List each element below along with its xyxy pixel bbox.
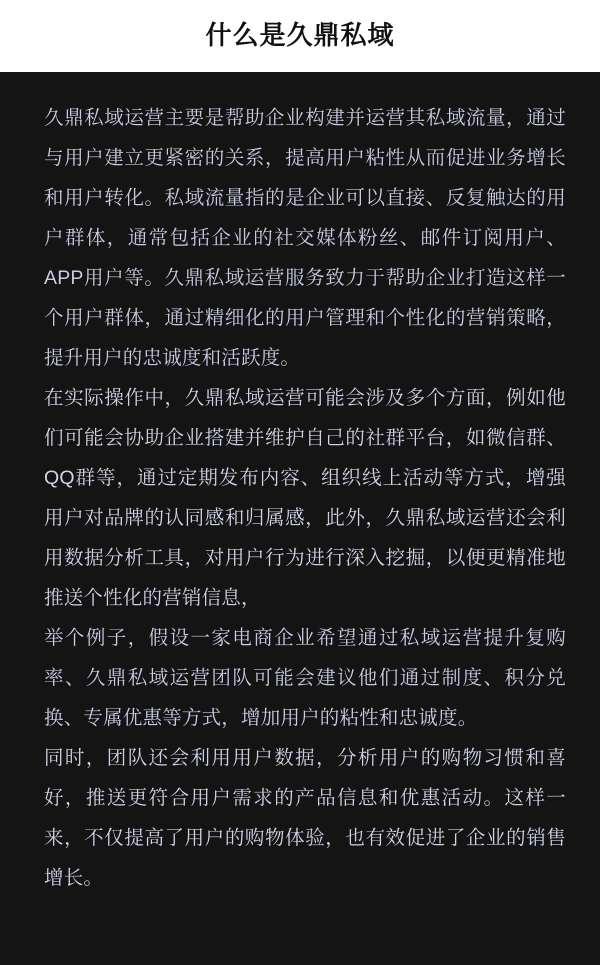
- article-paragraph: 在实际操作中，久鼎私域运营可能会涉及多个方面，例如他们可能会协助企业搭建并维护自己的社群平台，如微信群、QQ群等，通过定期发布内容、组织线上活动等方式，增强用户对品牌的认同感和归属感，此外，久鼎私域运营还会利用数据分析工具，对用户行为进行深入挖掘，以便更精准地推送个性化的营销信息，: [44, 387, 566, 609]
- article-paragraph: 久鼎私域运营主要是帮助企业构建并运营其私域流量，通过与用户建立更紧密的关系，提高用户粘性从而促进业务增长和用户转化。私域流量指的是企业可以直接、反复触达的用户群体，通常包括企业的社交媒体粉丝、邮件订阅用户、APP用户等。久鼎私域运营服务致力于帮助企业打造这样一个用户群体，通过精细化的用户管理和个性化的营销策略，提升用户的忠诚度和活跃度。: [44, 107, 566, 369]
- article-paragraph: 同时，团队还会利用用户数据，分析用户的购物习惯和喜好，推送更符合用户需求的产品信息和优惠活动。这样一来，不仅提高了用户的购物体验，也有效促进了企业的销售增长。: [44, 747, 566, 889]
- article-body-card: [0, 72, 600, 965]
- page-header: [0, 0, 600, 72]
- article-paragraph: 举个例子，假设一家电商企业希望通过私域运营提升复购率、久鼎私域运营团队可能会建议他们通过制度、积分兑换、专属优惠等方式，增加用户的粘性和忠诚度。: [44, 627, 566, 729]
- page-title: 什么是久鼎私域: [205, 20, 395, 51]
